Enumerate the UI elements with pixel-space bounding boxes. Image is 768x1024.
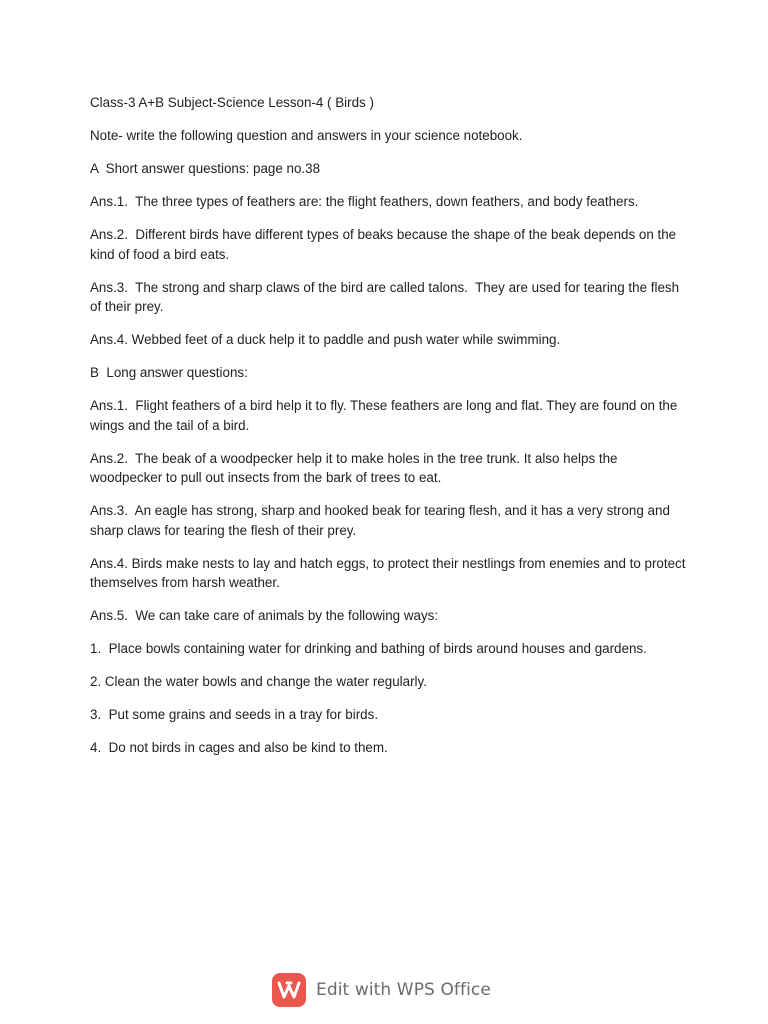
- wps-office-logo-icon: [272, 973, 306, 1007]
- long-answer-2: Ans.2. The beak of a woodpecker help it to make holes in the tree trunk. It also helps the woodpecker to pull out insects from the bark of trees to eat.: [90, 450, 622, 485]
- short-answer-3: Ans.3. The strong and sharp claws of the bird are called talons. They are used for tearing the flesh of their prey.: [90, 279, 683, 314]
- note-line: Note- write the following question and answers in your science notebook.: [90, 128, 523, 143]
- list-item: 2. Clean the water bowls and change the water regularly.: [90, 674, 427, 689]
- long-answer-1: Ans.1. Flight feathers of a bird help it to fly. These feathers are long and flat. They are found on the wings and the tail of a bird.: [90, 398, 682, 433]
- list-item: 1. Place bowls containing water for drinking and bathing of birds around houses and gardens.: [90, 641, 647, 656]
- document-title: Class-3 A+B Subject-Science Lesson-4 ( Birds ): [90, 95, 374, 110]
- long-answer-5: Ans.5. We can take care of animals by the following ways:: [90, 608, 439, 623]
- short-answer-2: Ans.2. Different birds have different types of beaks because the shape of the beak depends on the kind of food a bird eats.: [90, 227, 680, 262]
- short-answer-1: Ans.1. The three types of feathers are: the flight feathers, down feathers, and body feathers.: [90, 194, 639, 209]
- document-body: [90, 93, 690, 771]
- wps-watermark-text: Edit with WPS Office: [316, 980, 491, 1000]
- section-heading-long-answers: B Long answer questions:: [90, 365, 248, 380]
- wps-watermark[interactable]: [272, 972, 491, 1008]
- list-item: 4. Do not birds in cages and also be kind to them.: [90, 740, 388, 755]
- long-answer-4: Ans.4. Birds make nests to lay and hatch eggs, to protect their nestlings from enemies and to protect themselves from harsh weather.: [90, 555, 690, 590]
- short-answer-4: Ans.4. Webbed feet of a duck help it to paddle and push water while swimming.: [90, 332, 561, 347]
- list-item: 3. Put some grains and seeds in a tray for birds.: [90, 707, 379, 722]
- long-answer-3: Ans.3. An eagle has strong, sharp and hooked beak for tearing flesh, and it has a very strong and sharp claws for tearing the flesh of their prey.: [90, 503, 674, 538]
- section-heading-short-answers: A Short answer questions: page no.38: [90, 161, 321, 176]
